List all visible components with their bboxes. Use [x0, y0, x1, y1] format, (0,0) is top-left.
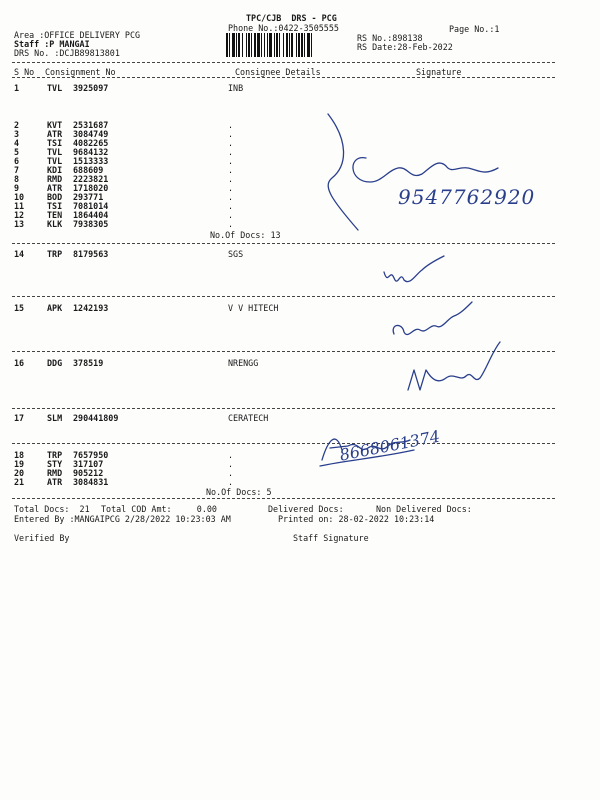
row-consignment-prefix: ATR	[47, 129, 63, 139]
divider	[12, 498, 555, 499]
row-consignee: .	[228, 450, 234, 460]
col-consignee: Consignee Details	[235, 67, 321, 77]
row-consignee: .	[228, 219, 234, 229]
row-consignment-number: 3084749	[73, 129, 109, 139]
row-consignment-prefix: STY	[47, 459, 63, 469]
row-consignment-prefix: TVL	[47, 147, 63, 157]
row-sno: 19	[14, 459, 25, 469]
row-consignment-number: 317107	[73, 459, 104, 469]
signature-4	[404, 340, 504, 400]
row-sno: 6	[14, 156, 20, 166]
col-consignment: Consignment No	[45, 67, 116, 77]
row-consignment-number: 1242193	[73, 303, 109, 313]
row-consignment-prefix: APK	[47, 303, 63, 313]
row-consignee: .	[228, 129, 234, 139]
row-consignment-prefix: RMD	[47, 468, 63, 478]
row-sno: 15	[14, 303, 25, 313]
row-sno: 18	[14, 450, 25, 460]
signature-1	[318, 110, 538, 240]
row-consignment-prefix: TSI	[47, 201, 63, 211]
report-title: TPC/CJB DRS - PCG	[246, 13, 337, 23]
row-consignment-prefix: TEN	[47, 210, 63, 220]
row-consignment-number: 688609	[73, 165, 104, 175]
row-consignment-prefix: KDI	[47, 165, 63, 175]
row-consignment-number: 290441809	[73, 413, 119, 423]
row-consignee: CERATECH	[228, 413, 269, 423]
divider	[12, 296, 555, 297]
row-consignee: .	[228, 156, 234, 166]
row-consignment-prefix: TSI	[47, 138, 63, 148]
handwritten-phone-1: 9547762920	[398, 185, 536, 209]
barcode-bar	[312, 33, 314, 57]
page-number: Page No.:1	[449, 24, 500, 34]
row-sno: 10	[14, 192, 25, 202]
row-consignee: .	[228, 138, 234, 148]
row-consignment-prefix: ATR	[47, 183, 63, 193]
row-consignment-prefix: KVT	[47, 120, 63, 130]
row-sno: 8	[14, 174, 20, 184]
row-sno: 5	[14, 147, 20, 157]
row-consignee: INB	[228, 83, 244, 93]
row-consignment-prefix: TRP	[47, 450, 63, 460]
row-sno: 20	[14, 468, 25, 478]
row-consignment-number: 3084831	[73, 477, 109, 487]
row-consignment-number: 4082265	[73, 138, 109, 148]
row-sno: 21	[14, 477, 25, 487]
row-consignee: .	[228, 468, 234, 478]
row-sno: 3	[14, 129, 20, 139]
row-consignment-prefix: DDG	[47, 358, 63, 368]
row-consignment-prefix: TVL	[47, 83, 63, 93]
delivered-docs: Delivered Docs:	[268, 504, 344, 514]
divider	[12, 408, 555, 409]
row-consignee: V V HITECH	[228, 303, 279, 313]
rs-date: RS Date:28-Feb-2022	[357, 42, 453, 52]
divider	[12, 77, 555, 78]
row-sno: 7	[14, 165, 20, 175]
row-consignment-prefix: TRP	[47, 249, 63, 259]
handwritten-phone-2: 8668061374	[338, 426, 442, 465]
row-consignee: .	[228, 183, 234, 193]
row-consignment-number: 2223821	[73, 174, 109, 184]
row-consignment-number: 1718020	[73, 183, 109, 193]
group-doc-count: No.Of Docs: 13	[210, 230, 281, 240]
row-consignment-number: 293771	[73, 192, 104, 202]
row-consignment-prefix: SLM	[47, 413, 63, 423]
row-sno: 16	[14, 358, 25, 368]
staff-signature: Staff Signature	[293, 533, 369, 543]
row-consignment-number: 7657950	[73, 450, 109, 460]
row-consignment-prefix: BOD	[47, 192, 63, 202]
row-consignment-number: 8179563	[73, 249, 109, 259]
row-consignment-number: 9684132	[73, 147, 109, 157]
row-consignment-number: 3925097	[73, 83, 109, 93]
row-consignment-number: 7938305	[73, 219, 109, 229]
row-consignee: .	[228, 192, 234, 202]
row-consignee: .	[228, 174, 234, 184]
row-sno: 13	[14, 219, 25, 229]
barcode	[226, 33, 354, 57]
row-consignment-number: 2531687	[73, 120, 109, 130]
row-consignment-prefix: ATR	[47, 477, 63, 487]
signature-2	[380, 252, 450, 292]
rs-number: RS No.:898138	[357, 33, 423, 43]
printed-on: Printed on: 28-02-2022 10:23:14	[278, 514, 435, 524]
row-consignee: .	[228, 165, 234, 175]
row-sno: 12	[14, 210, 25, 220]
area-label: Area :OFFICE DELIVERY PCG	[14, 30, 141, 40]
divider	[12, 62, 555, 63]
row-consignment-number: 1864404	[73, 210, 109, 220]
row-consignment-number: 905212	[73, 468, 104, 478]
row-sno: 11	[14, 201, 25, 211]
row-sno: 2	[14, 120, 20, 130]
row-consignee: .	[228, 459, 234, 469]
entered-by: Entered By :MANGAIPCG 2/28/2022 10:23:03 AM	[14, 514, 231, 524]
row-consignee: SGS	[228, 249, 244, 259]
row-consignment-number: 7081014	[73, 201, 109, 211]
non-delivered-docs: Non Delivered Docs:	[376, 504, 472, 514]
row-consignment-prefix: RMD	[47, 174, 63, 184]
row-consignment-number: 1513333	[73, 156, 109, 166]
row-consignee: .	[228, 120, 234, 130]
row-consignee: NRENGG	[228, 358, 259, 368]
col-sno: S No	[14, 67, 35, 77]
drs-number: DRS No. :DCJB89813801	[14, 48, 120, 58]
row-consignee: .	[228, 147, 234, 157]
row-consignee: .	[228, 477, 234, 487]
row-consignment-number: 378519	[73, 358, 104, 368]
row-consignee: .	[228, 201, 234, 211]
divider	[12, 243, 555, 244]
row-consignee: .	[228, 210, 234, 220]
staff-label: Staff :P MANGAI	[14, 39, 90, 49]
divider	[12, 443, 555, 444]
total-cod: Total COD Amt: 0.00	[101, 504, 217, 514]
row-consignment-prefix: TVL	[47, 156, 63, 166]
row-sno: 4	[14, 138, 20, 148]
phone-number: Phone No.:0422-3505555	[228, 23, 339, 33]
row-sno: 17	[14, 413, 25, 423]
total-docs: Total Docs: 21	[14, 504, 90, 514]
row-sno: 1	[14, 83, 20, 93]
row-sno: 9	[14, 183, 20, 193]
row-consignment-prefix: KLK	[47, 219, 63, 229]
verified-by: Verified By	[14, 533, 70, 543]
row-sno: 14	[14, 249, 25, 259]
col-signature: Signature	[416, 67, 462, 77]
group-doc-count: No.Of Docs: 5	[206, 487, 272, 497]
